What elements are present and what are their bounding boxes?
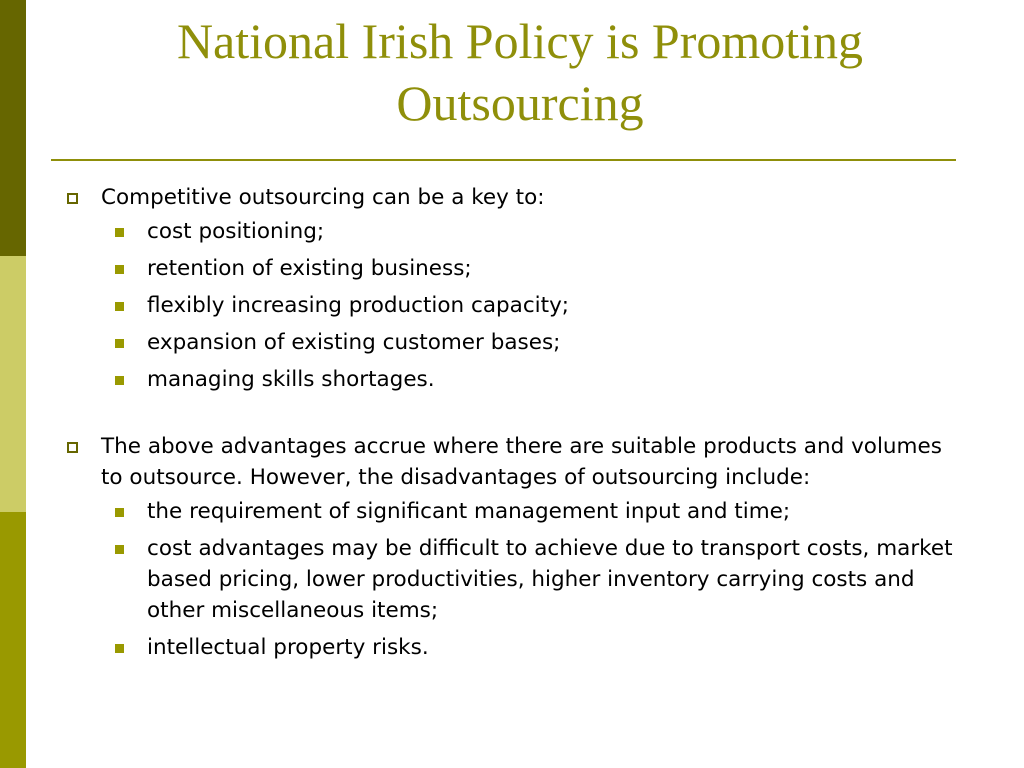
sub-bullet-item <box>66 253 956 284</box>
bullet-point-text: The above advantages accrue where there are suitable products and volumes to outsource. However, the disadvantages of outsourcing include: <box>101 434 942 490</box>
hollow-square-bullet-icon <box>67 442 78 453</box>
sub-bullet-item <box>66 496 956 527</box>
bullet-point-text: Competitive outsourcing can be a key to: <box>101 185 545 210</box>
sub-bullet-item <box>66 632 956 663</box>
hollow-square-bullet-icon <box>67 193 78 204</box>
sub-bullet-item <box>66 216 956 247</box>
decorative-bar-bottom <box>0 512 26 768</box>
decorative-bar-top <box>0 0 26 256</box>
title-divider <box>51 159 956 161</box>
sub-bullet-list <box>101 496 956 663</box>
sub-bullet-list <box>101 216 956 395</box>
decorative-bar-middle <box>0 256 26 512</box>
paragraph-spacer <box>66 401 956 431</box>
sub-bullet-item <box>66 364 956 395</box>
sub-bullet-text: the requirement of significant management input and time; <box>147 499 791 524</box>
bullet-point <box>66 431 956 663</box>
bullet-point <box>66 182 956 395</box>
sub-bullet-text: flexibly increasing production capacity; <box>147 293 570 318</box>
sub-bullet-item <box>66 290 956 321</box>
solid-square-bullet-icon <box>115 376 124 385</box>
slide-body <box>66 182 956 669</box>
sub-bullet-text: expansion of existing customer bases; <box>147 330 561 355</box>
sub-bullet-item <box>66 533 956 626</box>
sub-bullet-text: managing skills shortages. <box>147 367 435 392</box>
solid-square-bullet-icon <box>115 302 124 311</box>
solid-square-bullet-icon <box>115 644 124 653</box>
sub-bullet-text: cost positioning; <box>147 219 325 244</box>
slide-title: National Irish Policy is Promoting Outsourcing <box>176 13 864 131</box>
solid-square-bullet-icon <box>115 508 124 517</box>
sub-bullet-text: cost advantages may be difficult to achieve due to transport costs, market based pricing, lower productivities, higher inventory carrying costs and other miscellaneous items; <box>147 536 953 623</box>
solid-square-bullet-icon <box>115 339 124 348</box>
solid-square-bullet-icon <box>115 545 124 554</box>
sub-bullet-text: intellectual property risks. <box>147 635 429 660</box>
sub-bullet-text: retention of existing business; <box>147 256 472 281</box>
solid-square-bullet-icon <box>115 228 124 237</box>
solid-square-bullet-icon <box>115 265 124 274</box>
sub-bullet-item <box>66 327 956 358</box>
